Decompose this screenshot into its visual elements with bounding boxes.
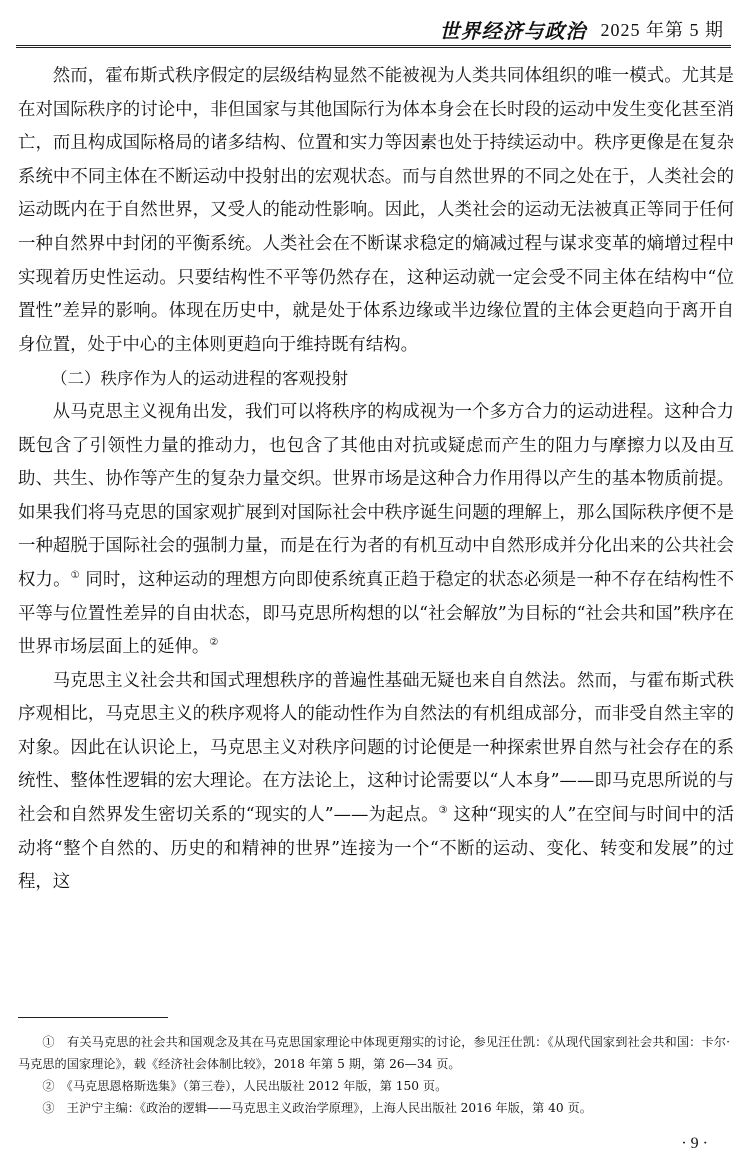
- footnote-ref-2: ②: [209, 637, 219, 649]
- paragraph-3-text-a: 马克思主义社会共和国式理想秩序的普遍性基础无疑也来自自然法。然而，与霍布斯式秩序观相比，马克思主义的秩序观将人的能动性作为自然法的有机组成部分，而非受自然主宰的对象。因此在认识论上，马克思主义对秩序问题的讨论便是一种探索世界自然与社会存在的系统性、整体性逻辑的宏大理论。在方法论上，这种讨论需要以“人本身”——即马克思所说的与社会和自然界发生密切关系的“现实的人”——为起点。: [18, 670, 734, 826]
- footnote-rule: [18, 1017, 168, 1018]
- header-rule: [16, 45, 731, 48]
- footnote-2: ② 《马克思恩格斯选集》（第三卷），人民出版社 2012 年版，第 150 页。: [42, 1079, 448, 1093]
- section-heading: （二）秩序作为人的运动进程的客观投射: [51, 369, 348, 389]
- footnote-1: ① 有关马克思的社会共和国观念及其在马克思国家理论中体现更翔实的讨论，参见汪仕凯：《从现代国家到社会共和国：卡尔·马克思的国家理论》，载《经济社会体制比较》，2018 年第 5 期，第 26—34 页。: [18, 1035, 730, 1071]
- paragraph-1: 然而，霍布斯式秩序假定的层级结构显然不能被视为人类共同体组织的唯一模式。尤其是在对国际秩序的讨论中，非但国家与其他国际行为体本身会在长时段的运动中发生变化甚至消亡，而且构成国际格局的诸多结构、位置和实力等因素也处于持续运动中。秩序更像是在复杂系统中不同主体在不断运动中投射出的宏观状态。而与自然世界的不同之处在于，人类社会的运动既内在于自然世界，又受人的能动性影响。因此，人类社会的运动无法被真正等同于任何一种自然界中封闭的平衡系统。人类社会在不断谋求稳定的熵减过程与谋求变革的熵增过程中实现着历史性运动。只要结构性不平等仍然存在，这种运动就一定会受不同主体在结构中“位置性”差异的影响。体现在历史中，就是处于体系边缘或半边缘位置的主体会更趋向于离开自身位置，处于中心的主体则更趋向于维持既有结构。: [18, 66, 734, 355]
- paragraph-2-text-a: 从马克思主义视角出发，我们可以将秩序的构成视为一个多方合力的运动进程。这种合力既包含了引领性力量的推动力，也包含了其他由对抗或疑虑而产生的阻力与摩擦力以及由互助、共生、协作等产生的复杂力量交织。世界市场是这种合力作用得以产生的基本物质前提。如果我们将马克思的国家观扩展到对国际社会中秩序诞生问题的理解上，那么国际秩序便不是一种超脱于国际社会的强制力量，而是在行为者的有机互动中自然形成并分化出来的公共社会权力。: [18, 401, 734, 590]
- paragraph-2-text-b: 同时，这种运动的理想方向即使系统真正趋于稳定的状态必须是一种不存在结构性不平等与位置性差异的自由状态，即马克思所构想的以“社会解放”为目标的“社会共和国”秩序在世界市场层面上的延伸。: [18, 569, 734, 658]
- footnote-ref-1: ①: [70, 570, 80, 582]
- paragraph-2: [18, 396, 734, 665]
- footnote-3: ③ 王沪宁主编：《政治的逻辑——马克思主义政治学原理》，上海人民出版社 2016 年版，第 40 页。: [42, 1101, 592, 1115]
- footnotes: [18, 1031, 730, 1119]
- page-number: · 9 ·: [681, 1135, 708, 1152]
- paragraph-3-text-b: 这种“现实的人”在空间与时间中的活动将“整个自然的、历史的和精神的世界”连接为一个“不断的运动、变化、转变和发展”的过程，这: [18, 805, 734, 893]
- running-header: [440, 14, 725, 44]
- journal-title-logo: 世界经济与政治: [439, 18, 587, 43]
- article-body: [18, 60, 734, 900]
- issue-label: 2025 年第 5 期: [600, 20, 724, 40]
- paragraph-3: [18, 665, 734, 900]
- footnote-ref-3: ③: [438, 805, 448, 817]
